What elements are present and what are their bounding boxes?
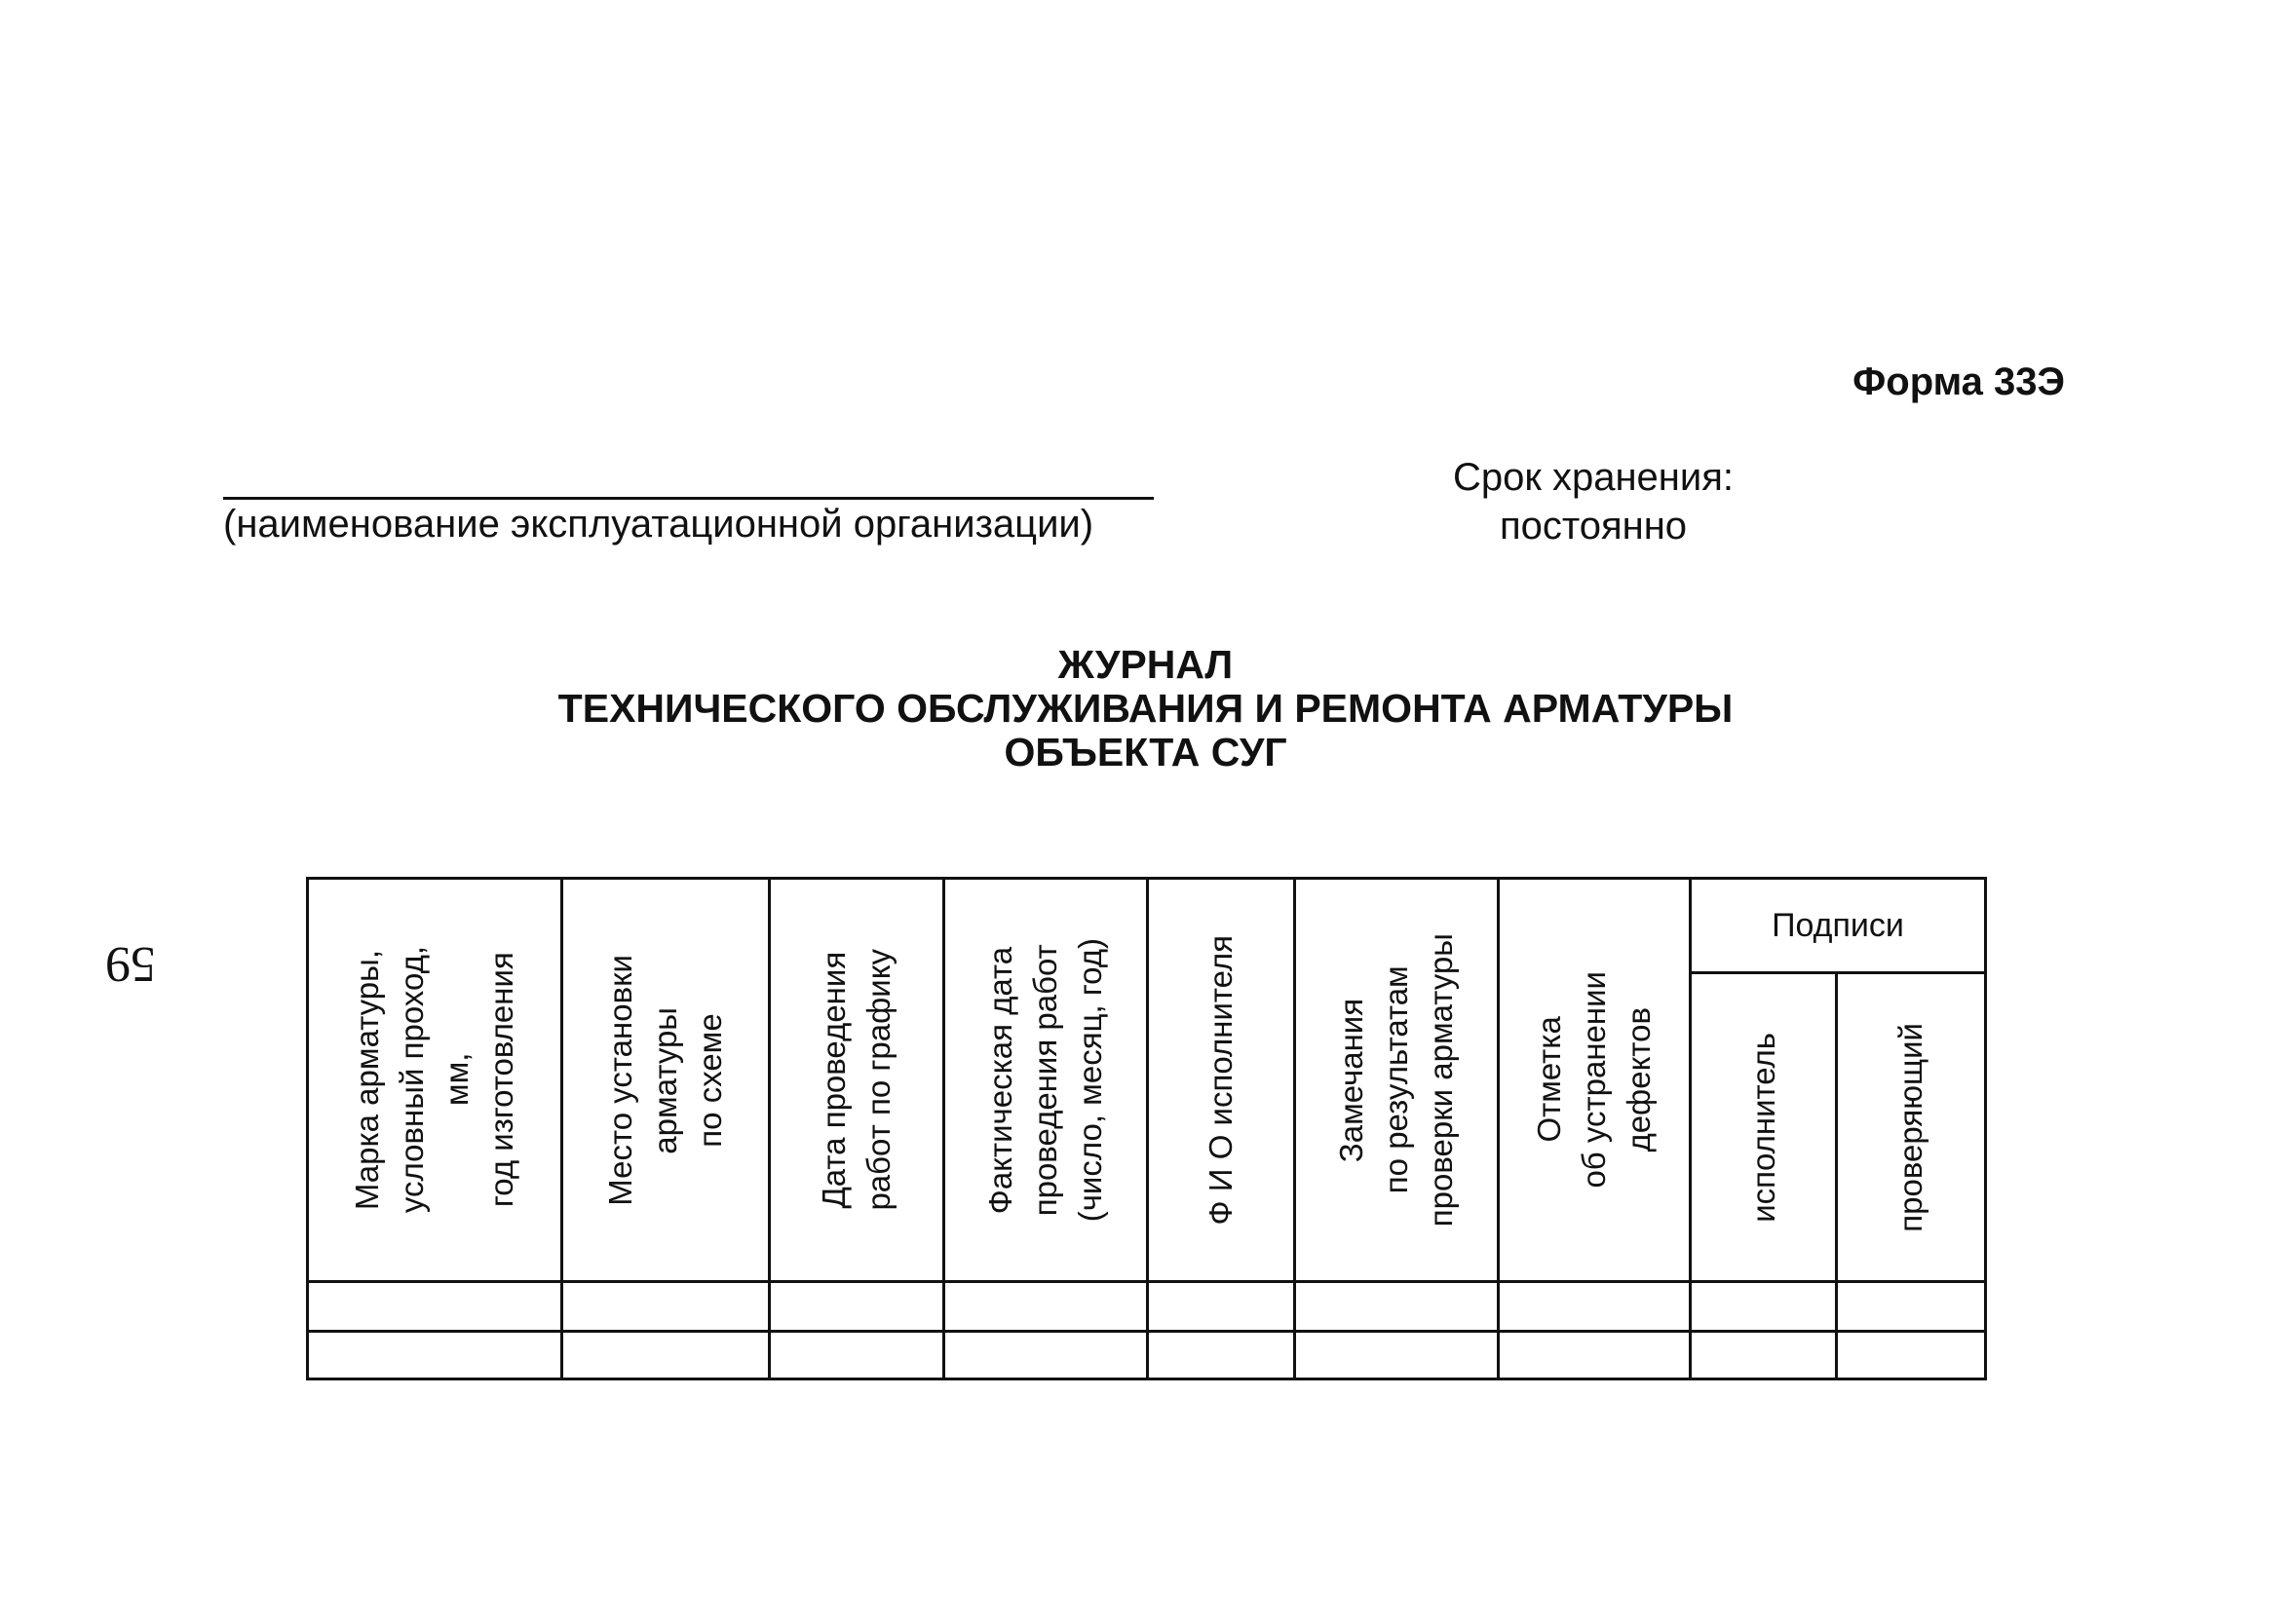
header-sign-executor (1692, 974, 1835, 1280)
header-sign-inspector (1838, 974, 1984, 1280)
column-divider (1293, 877, 1296, 1380)
column-divider (1835, 971, 1838, 1380)
header-line: Ф И О исполнителя (1203, 934, 1239, 1226)
page-number: 59 (105, 936, 156, 992)
header-line: об устранении (1576, 971, 1612, 1189)
header-actual-date-text (978, 938, 1113, 1222)
organization-name-line (223, 497, 1154, 500)
header-defects-fixed (1500, 880, 1689, 1280)
header-line: работ по графику (860, 949, 897, 1211)
header-line: арматуры (647, 1006, 683, 1153)
header-scheduled-date (771, 880, 942, 1280)
header-line: (число, месяц, год) (1072, 937, 1108, 1223)
header-line: год изготовления (483, 952, 519, 1208)
header-valve-brand-text (345, 946, 524, 1213)
column-divider (560, 877, 563, 1380)
table-border-right (1984, 877, 1987, 1380)
header-valve-brand (309, 880, 560, 1280)
header-install-location-text (598, 955, 733, 1206)
title-line-2: ТЕХНИЧЕСКОГО ОБСЛУЖИВАНИЯ И РЕМОНТА АРМАТУРЫ (557, 686, 1734, 731)
header-line: Место установки (602, 954, 638, 1206)
header-actual-date (945, 880, 1146, 1280)
header-sign-inspector-text (1889, 1023, 1933, 1232)
header-signatures (1692, 880, 1984, 971)
header-line: проведения работ (1027, 943, 1063, 1217)
column-divider (1689, 877, 1692, 1380)
header-line: мм, (439, 1053, 475, 1107)
header-scheduled-date-text (812, 949, 901, 1211)
header-install-location (563, 880, 768, 1280)
header-line: по результатам (1378, 965, 1414, 1194)
header-line: проверяющий (1892, 1022, 1928, 1232)
column-divider (768, 877, 771, 1380)
header-executor-name-text (1199, 935, 1243, 1225)
header-line: Дата проведения (816, 951, 852, 1209)
signatures-divider (1689, 971, 1987, 974)
header-executor-name (1149, 880, 1293, 1280)
column-divider (1146, 877, 1149, 1380)
header-signatures-label: Подписи (1772, 906, 1904, 944)
header-remarks (1296, 880, 1497, 1280)
header-sign-executor-text (1741, 1033, 1786, 1223)
header-defects-fixed-text (1527, 971, 1661, 1189)
header-line: Марка арматуры, (349, 949, 385, 1211)
header-line: проверки арматуры (1423, 932, 1459, 1227)
organization-name-caption: (наименование эксплуатационной организации) (223, 503, 1094, 546)
header-remarks-text (1329, 933, 1464, 1227)
header-line: Замечания (1333, 998, 1369, 1162)
title-line-1: ЖУРНАЛ (1057, 642, 1234, 687)
header-line: Фактическая дата (982, 946, 1018, 1214)
header-line: по схеме (692, 1012, 728, 1148)
document-title (0, 643, 2291, 774)
column-divider (942, 877, 945, 1380)
storage-period (1398, 453, 1788, 550)
table-border-left (306, 877, 309, 1380)
storage-period-value: постоянно (1499, 505, 1688, 548)
header-line: исполнитель (1744, 1032, 1781, 1223)
column-divider (1497, 877, 1500, 1380)
header-line: дефектов (1621, 1007, 1657, 1152)
journal-table (306, 877, 1987, 1380)
title-line-3: ОБЪЕКТА СУГ (1004, 730, 1287, 774)
form-number: Форма 33Э (1852, 360, 2065, 403)
header-line: условный проход, (394, 946, 430, 1214)
header-line: Отметка (1531, 1016, 1567, 1144)
storage-period-label: Срок хранения: (1452, 456, 1735, 499)
row-divider (306, 1330, 1987, 1333)
header-bottom-line (306, 1280, 1987, 1283)
